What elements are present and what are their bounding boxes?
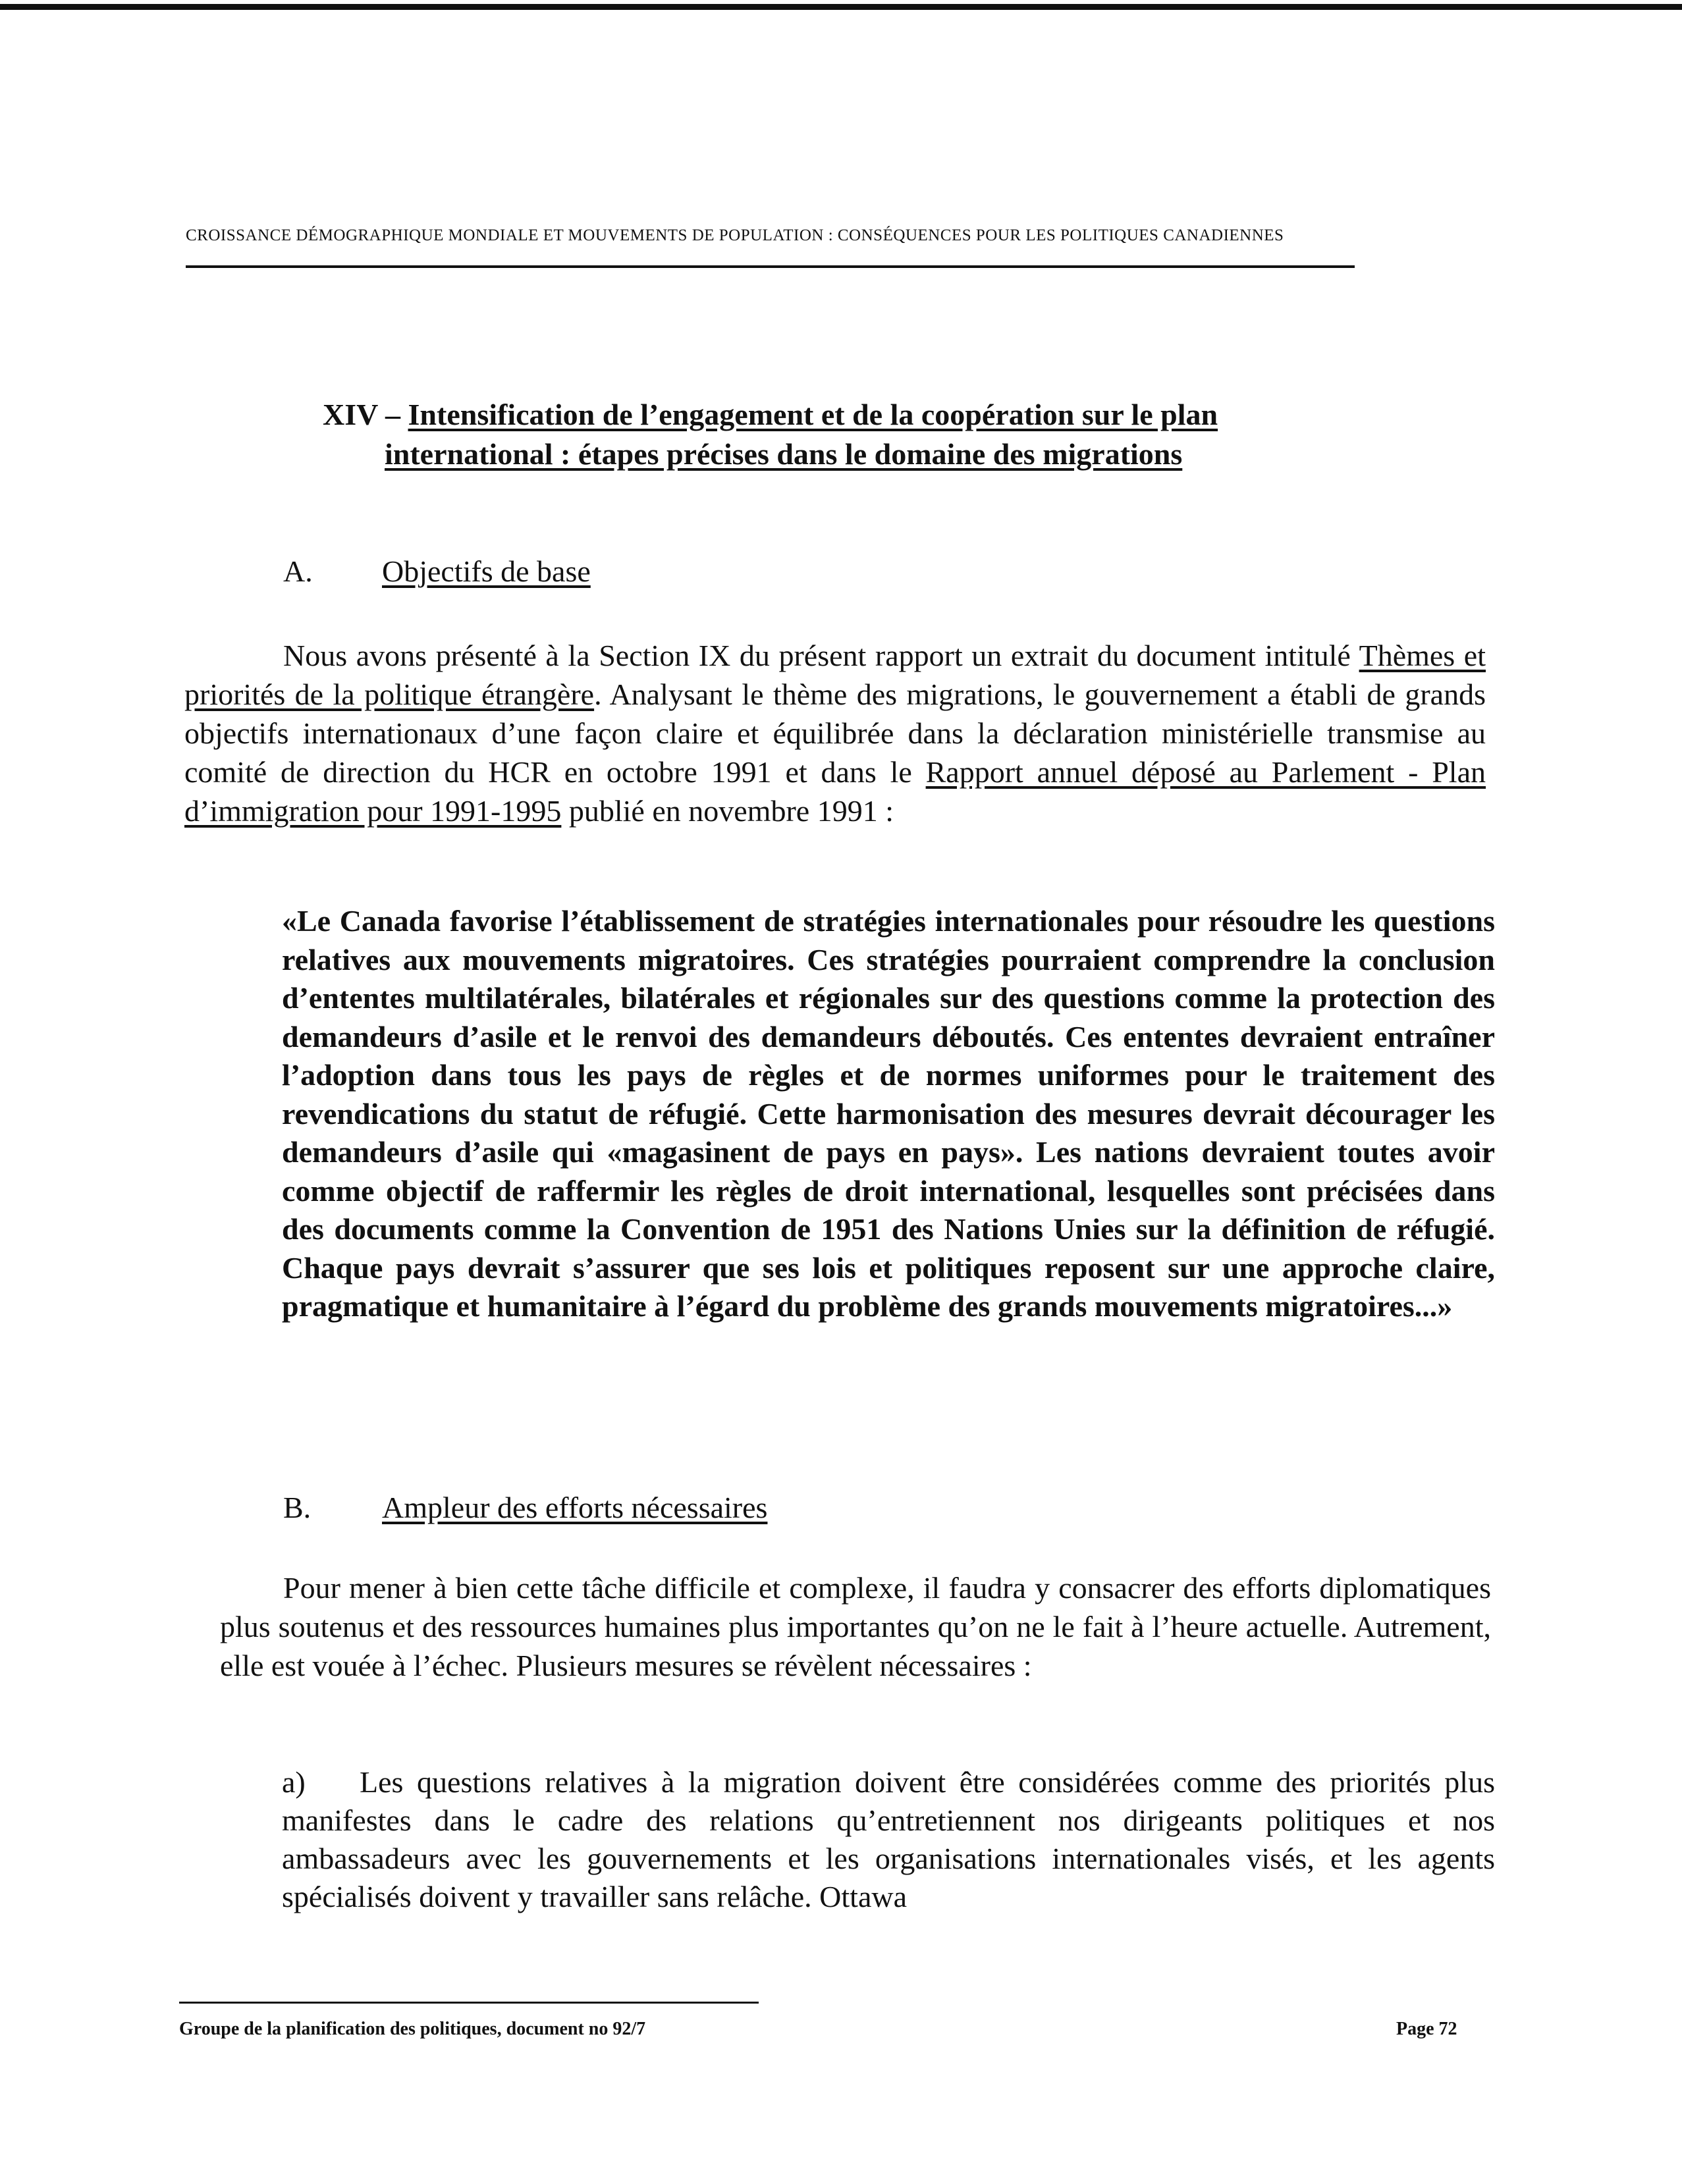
subsection-b-letter: B.	[283, 1491, 312, 1524]
subsection-b-heading	[283, 1489, 767, 1526]
top-edge-rule	[0, 4, 1682, 10]
running-header: CROISSANCE DÉMOGRAPHIQUE MONDIALE ET MOUVEMENTS DE POPULATION : CONSÉQUENCES POUR LES POLITIQUES CANADIENNES	[186, 226, 1284, 244]
paragraph-a-title-ref-2: Rapport annuel déposé au Parlement - Plan d’immigration pour 1991-1995	[184, 755, 1486, 828]
section-number: XIV –	[323, 398, 401, 431]
list-item-a-label: a)	[282, 1765, 306, 1799]
footer-document-reference: Groupe de la planification des politiques, document no 92/7	[179, 2019, 646, 2039]
section-title	[323, 395, 1376, 474]
section-title-text-2: international : étapes précises dans le domaine des migrations	[385, 437, 1183, 471]
footer-page-number: Page 72	[1396, 2019, 1457, 2039]
paragraph-a-text-1: Nous avons présenté à la Section IX du présent rapport un extrait du document intitulé	[283, 639, 1359, 672]
list-item-a-text: Les questions relatives à la migration doivent être considérées comme des priorités plus manifestes dans le cadre des relations qu’entretiennent nos dirigeants politiques et nos ambassadeurs avec les gouvernements et les organisations internationales visés, et les agents spécialisés doivent y travailler sans relâche. Ottawa	[282, 1765, 1495, 1913]
paragraph-b	[220, 1568, 1491, 1685]
paragraph-a-text-2: . Analysant le thème des migrations, le gouvernement a établi de grands objectifs internationaux d’une façon claire et équilibrée dans la déclaration ministérielle transmise au comité de direction du HCR en octobre 1991 et dans le	[184, 678, 1486, 789]
list-item-a	[282, 1763, 1495, 1916]
section-title-line2	[323, 435, 1376, 474]
paragraph-b-text: Pour mener à bien cette tâche difficile et complexe, il faudra y consacrer des efforts diplomatiques plus soutenus et des ressources humaines plus importantes qu’on ne le fait à l’heure actuelle. Autrement, elle est vouée à l’échec. Plusieurs mesures se révèlent nécessaires :	[220, 1571, 1491, 1682]
footer-rule	[179, 2002, 759, 2004]
subsection-a-letter: A.	[283, 554, 313, 588]
section-title-text-1: Intensification de l’engagement et de la coopération sur le plan	[408, 398, 1218, 431]
header-rule	[186, 265, 1355, 268]
subsection-a-title: Objectifs de base	[382, 554, 591, 588]
subsection-b-title: Ampleur des efforts nécessaires	[382, 1491, 768, 1524]
paragraph-a-title-ref-1: Thèmes et priorités de la politique étrangère	[184, 639, 1486, 711]
paragraph-a	[184, 636, 1486, 830]
subsection-a-heading	[283, 553, 591, 590]
paragraph-a-text-3: publié en novembre 1991 :	[561, 794, 894, 828]
block-quote: «Le Canada favorise l’établissement de stratégies internationales pour résoudre les questions relatives aux mouvements migratoires. Ces stratégies pourraient comprendre la conclusion d’ententes multilatérales, bilatérales et régionales sur des questions comme la protection des demandeurs d’asile et le renvoi des demandeurs déboutés. Ces ententes devraient entraîner l’adoption dans tous les pays de règles et de normes uniformes pour le traitement des revendications du statut de réfugié. Cette harmonisation des mesures devrait décourager les demandeurs d’asile qui «magasinent de pays en pays». Les nations devraient toutes avoir comme objectif de raffermir les règles de droit international, lesquelles sont précisées dans des documents comme la Convention de 1951 des Nations Unies sur la définition de réfugié. Chaque pays devrait s’assurer que ses lois et politiques reposent sur une approche claire, pragmatique et humanitaire à l’égard du problème des grands mouvements migratoires...»	[282, 904, 1495, 1323]
section-title-line1	[323, 395, 1376, 435]
